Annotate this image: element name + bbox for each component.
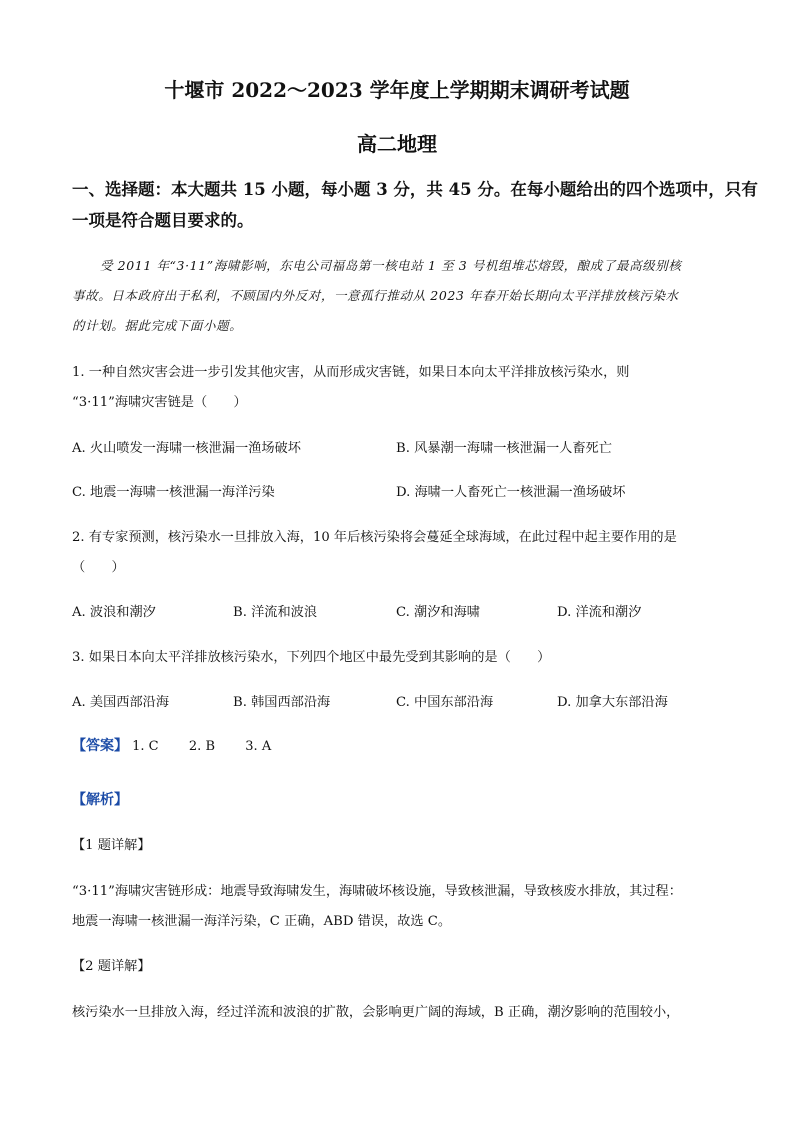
question-1-stem-line1: 1. 一种自然灾害会进一步引发其他灾害，从而形成灾害链，如果日本向太平洋排放核污染水，则 bbox=[72, 365, 630, 380]
question-3-stem: 3. 如果日本向太平洋排放核污染水，下列四个地区中最先受到其影响的是（ ） bbox=[72, 650, 551, 665]
detail-1-line1: “3·11”海啸灾害链形成：地震导致海啸发生，海啸破坏核设施，导致核泄漏，导致核废水排放，其过程： bbox=[72, 884, 682, 899]
question-3-option-c: C. 中国东部沿海 bbox=[396, 695, 494, 710]
question-1-option-a: A. 火山喷发一海啸一核泄漏一渔场破坏 bbox=[72, 441, 301, 456]
answer-2: 2. B bbox=[188, 739, 215, 754]
question-1-option-b: B. 风暴潮一海啸一核泄漏一人畜死亡 bbox=[396, 441, 612, 456]
question-1-stem-line2: “3·11”海啸灾害链是（ ） bbox=[72, 395, 247, 410]
detail-1-line2: 地震一海啸一核泄漏一海洋污染，C 正确，ABD 错误，故选 C。 bbox=[72, 914, 452, 929]
question-2-option-d: D. 洋流和潮汐 bbox=[557, 605, 642, 620]
question-3-option-a: A. 美国西部沿海 bbox=[72, 695, 170, 710]
question-2-stem-line1: 2. 有专家预测，核污染水一旦排放入海，10 年后核污染将会蔓延全球海域，在此过程中起主要作用的是 bbox=[72, 530, 677, 545]
answer-line bbox=[72, 735, 271, 755]
detail-2-line1: 核污染水一旦排放入海，经过洋流和波浪的扩散，会影响更广阔的海域，B 正确，潮汐影响的范围较小， bbox=[72, 1005, 680, 1020]
question-2-option-a: A. 波浪和潮汐 bbox=[72, 605, 156, 620]
answer-3: 3. A bbox=[245, 739, 272, 754]
exam-title: 十堰市 2022～2023 学年度上学期期末调研考试题 bbox=[164, 78, 630, 102]
exam-subject: 高二地理 bbox=[357, 132, 437, 156]
answer-label: 【答案】 bbox=[72, 738, 128, 754]
question-2-stem-line2: （ ） bbox=[72, 560, 125, 575]
question-1-option-c: C. 地震一海啸一核泄漏一海洋污染 bbox=[72, 485, 275, 500]
passage-line2: 事故。日本政府出于私利，不顾国内外反对，一意孤行推动从 2023 年春开始长期向太平洋排放核污染水 bbox=[72, 288, 679, 303]
question-3-option-b: B. 韩国西部沿海 bbox=[233, 695, 331, 710]
detail-2-heading: 【2 题详解】 bbox=[72, 959, 151, 974]
question-2-option-c: C. 潮汐和海啸 bbox=[396, 605, 480, 620]
question-1-option-d: D. 海啸一人畜死亡一核泄漏一渔场破坏 bbox=[396, 485, 626, 500]
question-3-option-d: D. 加拿大东部沿海 bbox=[557, 695, 668, 710]
answer-1: 1. C bbox=[132, 739, 159, 754]
section-heading-line2: 一项是符合题目要求的。 bbox=[72, 211, 254, 230]
analysis-label: 【解析】 bbox=[72, 792, 128, 808]
passage-line1: 受 2011 年“3·11”海啸影响，东电公司福岛第一核电站 1 至 3 号机组堆芯熔毁，酿成了最高级别核 bbox=[100, 258, 682, 273]
passage-line3: 的计划。据此完成下面小题。 bbox=[72, 318, 243, 333]
detail-1-heading: 【1 题详解】 bbox=[72, 838, 151, 853]
question-2-option-b: B. 洋流和波浪 bbox=[233, 605, 318, 620]
section-heading-line1: 一、选择题：本大题共 15 小题，每小题 3 分，共 45 分。在每小题给出的四个选项中，只有 bbox=[72, 180, 758, 199]
